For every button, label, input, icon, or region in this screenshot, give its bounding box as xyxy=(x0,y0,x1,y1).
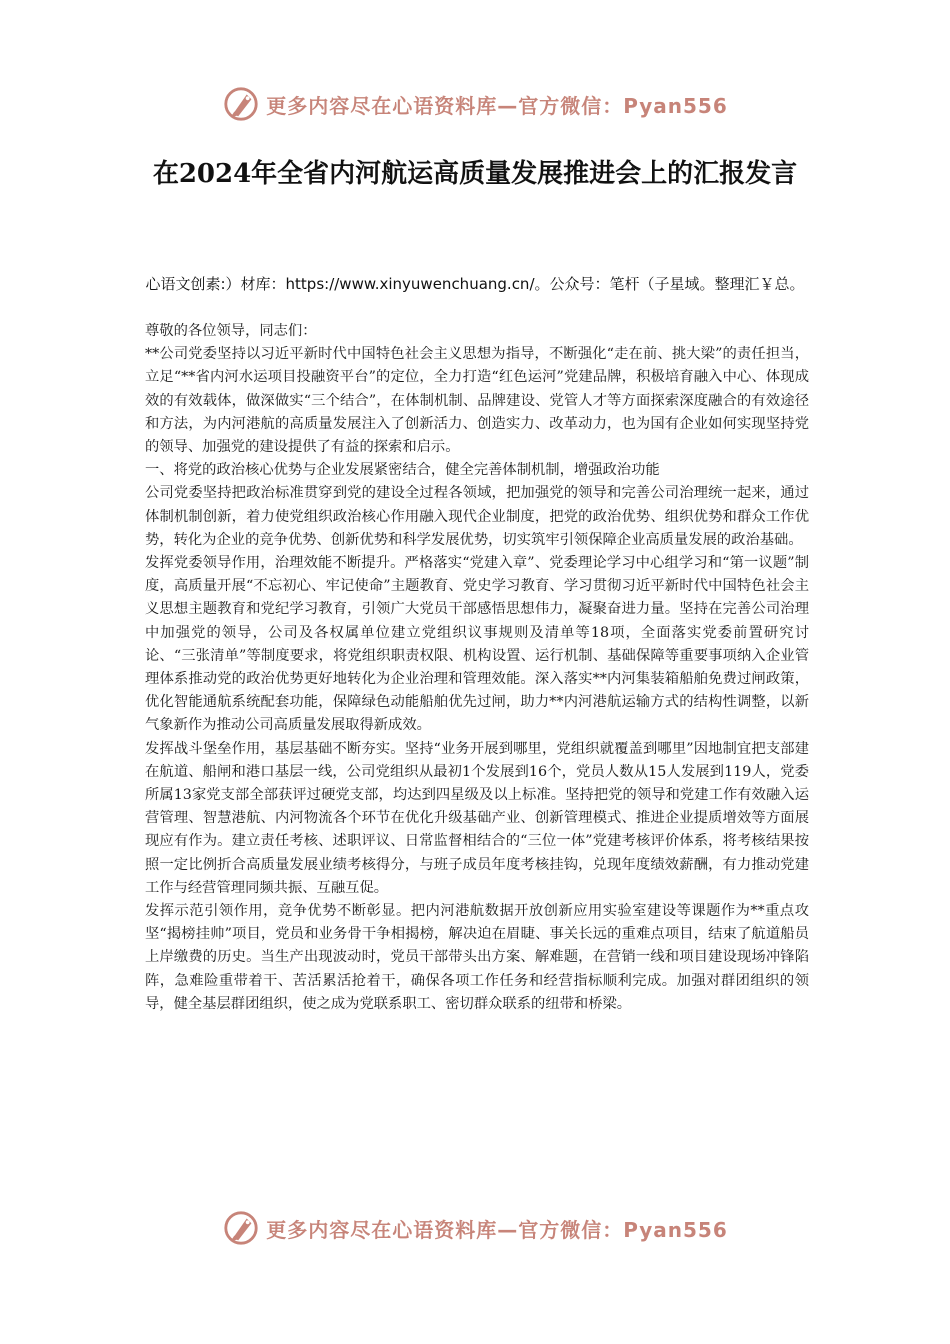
body-paragraph: **公司党委坚持以习近平新时代中国特色社会主义思想为指导，不断强化“走在前、挑大梁”的责任担当，立足“**省内河水运项目投融资平台”的定位，全力打造“红色运河”党建品牌，积极培育融入中心、体现成效的有效载体，做深做实“三个结合”，在体制机制、品牌建设、党管人才等方面探索深度融合的有效途径和方法，为内河港航的高质量发展注入了创新活力、创造实力、改革动力，也为国有企业如何实现坚持党的领导、加强党的建设提供了有益的探索和启示。 xyxy=(145,346,809,456)
document-body xyxy=(145,320,809,1016)
watermark-text: 更多内容尽在心语资料库—官方微信：Pyan556 xyxy=(266,93,728,118)
body-paragraph: 发挥党委领导作用，治理效能不断提升。严格落实“党建入章”、党委理论学习中心组学习和“第一议题”制度，高质量开展“不忘初心、牢记使命”主题教育、党史学习教育、学习贯彻习近平新时代中国特色社会主义思想主题教育和党纪学习教育，引领广大党员干部感悟思想伟力，凝聚奋进力量。坚持在完善公司治理中加强党的领导，公司及各权属单位建立党组织议事规则及清单等18项，全面落实党委前置研究讨论、“三张清单”等制度要求，将党组织职责权限、机构设置、运行机制、基础保障等重要事项纳入企业管理体系推动党的政治优势更好地转化为企业治理和管理效能。深入落实**内河集装箱船舶免费过闸政策，优化智能通航系统配套功能，保障绿色动能船舶优先过闸，助力**内河港航运输方式的结构性调整，以新气象新作为推动公司高质量发展取得新成效。 xyxy=(145,555,809,734)
watermark-text: 更多内容尽在心语资料库—官方微信：Pyan556 xyxy=(266,1217,728,1242)
watermark-banner-bottom xyxy=(0,1206,950,1250)
pen-nib-logo-icon xyxy=(222,1209,260,1247)
salutation: 尊敬的各位领导，同志们： xyxy=(145,323,317,339)
watermark-banner-top xyxy=(0,82,950,126)
body-paragraph: 发挥战斗堡垒作用，基层基础不断夯实。坚持“业务开展到哪里，党组织就覆盖到哪里”因地制宜把支部建在航道、船闸和港口基层一线，公司党组织从最初1个发展到16个，党员人数从15人发展到119人，党委所属13家党支部全部获评过硬党支部，均达到四星级及以上标准。坚持把党的领导和党建工作有效融入运营管理、智慧港航、内河物流各个环节在优化升级基础产业、创新管理模式、推进企业提质增效等方面展现应有作为。建立责任考核、述职评议、日常监督相结合的“三位一体”党建考核评价体系，将考核结果按照一定比例折合高质量发展业绩考核得分，与班子成员年度考核挂钩，兑现年度绩效薪酬，有力推动党建工作与经营管理同频共振、互融互促。 xyxy=(145,740,809,896)
source-note: 心语文创素:）材库：https://www.xinyuwenchuang.cn/。公众号：笔杆（子星域。整理汇￥总。 xyxy=(145,275,805,293)
document-title: 在2024年全省内河航运高质量发展推进会上的汇报发言 xyxy=(152,159,798,189)
body-paragraph: 发挥示范引领作用，竞争优势不断彰显。把内河港航数据开放创新应用实验室建设等课题作为**重点攻坚“揭榜挂帅”项目，党员和业务骨干争相揭榜，解决迫在眉睫、事关长远的重难点项目，结束了航道船员上岸缴费的历史。当生产出现波动时，党员干部带头出方案、解难题，在营销一线和项目建设现场冲锋陷阵，急难险重带着干、苦活累活抢着干，确保各项工作任务和经营指标顺利完成。加强对群团组织的领导，健全基层群团组织，使之成为党联系职工、密切群众联系的纽带和桥梁。 xyxy=(145,903,809,1012)
section-heading: 一、将党的政治核心优势与企业发展紧密结合，健全完善体制机制，增强政治功能 xyxy=(145,462,660,479)
body-paragraph: 公司党委坚持把政治标准贯穿到党的建设全过程各领域，把加强党的领导和完善公司治理统一起来，通过体制机制创新，着力使党组织政治核心作用融入现代企业制度，把党的政治优势、组织优势和群众工作优势，转化为企业的竞争优势、创新优势和科学发展优势，切实筑牢引领保障企业高质量发展的政治基础。 xyxy=(145,485,809,548)
pen-nib-logo-icon xyxy=(222,85,260,123)
